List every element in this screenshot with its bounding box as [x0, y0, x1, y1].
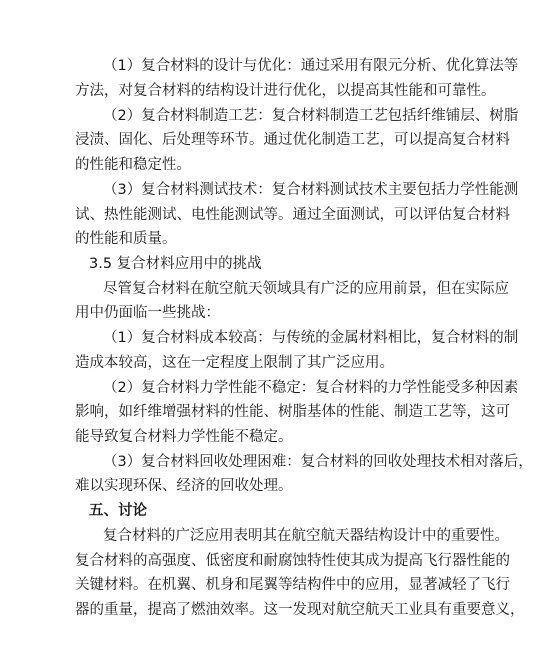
paragraph-line: 难以实现环保、经济的回收处理。 — [75, 478, 293, 494]
paragraph-line: （1）复合材料的设计与优化：通过采用有限元分析、优化算法等 — [103, 58, 519, 74]
paragraph-line: （1）复合材料成本较高：与传统的金属材料相比，复合材料的制 — [103, 330, 519, 346]
paragraph-line: 复合材料的高强度、低密度和耐腐蚀特性使其成为提高飞行器性能的 — [75, 553, 510, 569]
paragraph-line: 关键材料。在机翼、机身和尾翼等结构件中的应用，显著减轻了飞行 — [75, 577, 510, 593]
paragraph-line: 器的重量，提高了燃油效率。这一发现对航空航天工业具有重要意义， — [75, 602, 525, 618]
chapter-heading: 五、讨论 — [89, 503, 147, 519]
paragraph-line: 影响，如纤维增强材料的性能、树脂基体的性能、制造工艺等，这可 — [75, 404, 510, 420]
section-heading: 3.5 复合材料应用中的挑战 — [89, 256, 262, 272]
paragraph-line: （2）复合材料力学性能不稳定：复合材料的力学性能受多种因素 — [103, 380, 519, 396]
paragraph-line: （3）复合材料测试技术：复合材料测试技术主要包括力学性能测 — [103, 182, 519, 198]
paragraph-line: （2）复合材料制造工艺：复合材料制造工艺包括纤维铺层、树脂 — [103, 108, 519, 124]
paragraph-line: 试、热性能测试、电性能测试等。通过全面测试，可以评估复合材料 — [75, 207, 510, 223]
paragraph-line: 的性能和稳定性。 — [75, 157, 191, 173]
paragraph-line: 造成本较高，这在一定程度上限制了其广泛应用。 — [75, 355, 394, 371]
paragraph-line: 方法，对复合材料的结构设计进行优化，以提高其性能和可靠性。 — [75, 83, 496, 99]
paragraph-line: 尽管复合材料在航空航天领域具有广泛的应用前景，但在实际应 — [103, 281, 509, 297]
paragraph-line: （3）复合材料回收处理困难：复合材料的回收处理技术相对落后， — [103, 454, 533, 470]
paragraph-line: 的性能和质量。 — [75, 231, 177, 247]
paragraph-line: 用中仍面临一些挑战： — [75, 305, 220, 321]
paragraph-line: 复合材料的广泛应用表明其在航空航天器结构设计中的重要性。 — [103, 528, 509, 544]
paragraph-line: 能导致复合材料力学性能不稳定。 — [75, 429, 293, 445]
paragraph-line: 浸渍、固化、后处理等环节。通过优化制造工艺，可以提高复合材料 — [75, 132, 510, 148]
